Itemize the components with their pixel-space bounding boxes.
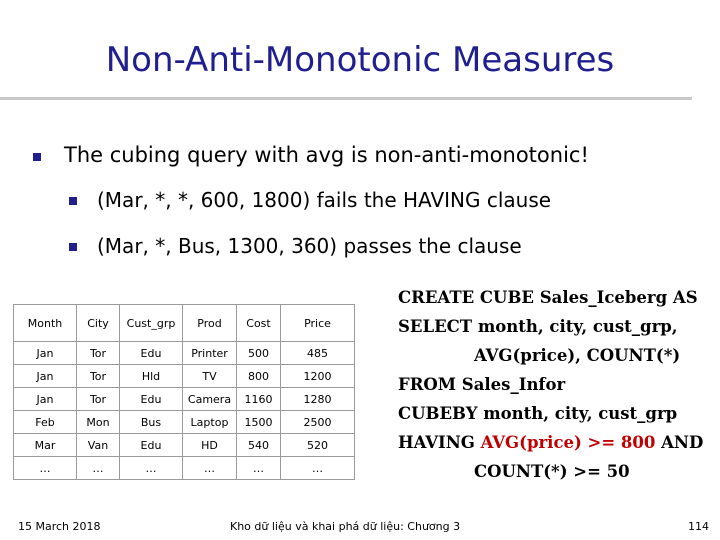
cell-cost: 1160 [237, 388, 281, 411]
footer-course: Kho dữ liệu và khai phá dữ liệu: Chương 3 [230, 520, 461, 533]
table-row [14, 342, 355, 365]
header-prod: Prod [183, 305, 237, 342]
sql-line-from: FROM Sales_Infor [398, 375, 566, 394]
table-row [14, 388, 355, 411]
slide-title: Non-Anti-Monotonic Measures [105, 40, 615, 80]
cell-month: Jan [14, 388, 77, 411]
sub-bullet-marker [69, 243, 77, 251]
table-row [14, 365, 355, 388]
cell-city: Mon [77, 411, 120, 434]
cell-prod: TV [183, 365, 237, 388]
cell-cust-grp: Edu [120, 388, 183, 411]
header-price: Price [281, 305, 355, 342]
sql-having-avg-condition: AVG(price) >= 800 [480, 433, 656, 452]
footer-date: 15 March 2018 [18, 520, 101, 533]
cell-price: … [281, 457, 355, 480]
cell-cust-grp: Edu [120, 434, 183, 457]
sub-bullet-marker [69, 197, 77, 205]
cell-month: … [14, 457, 77, 480]
cell-prod: … [183, 457, 237, 480]
cell-prod: Printer [183, 342, 237, 365]
cell-price: 1280 [281, 388, 355, 411]
sql-line-create: CREATE CUBE Sales_Iceberg AS [398, 288, 698, 307]
cell-month: Mar [14, 434, 77, 457]
cell-cust-grp: Hld [120, 365, 183, 388]
sql-query-block [398, 283, 716, 486]
table-row [14, 411, 355, 434]
cell-city: Tor [77, 388, 120, 411]
sql-and-keyword: AND [661, 433, 704, 452]
header-month: Month [14, 305, 77, 342]
bullet-main: The cubing query with avg is non-anti-monotonic! [64, 143, 589, 167]
title-divider [0, 97, 692, 100]
table-row [14, 457, 355, 480]
cell-cust-grp: Edu [120, 342, 183, 365]
sql-having-keyword: HAVING [398, 433, 475, 452]
cell-month: Feb [14, 411, 77, 434]
cell-cost: 800 [237, 365, 281, 388]
sql-line-select: SELECT month, city, cust_grp, [398, 317, 678, 336]
cell-cust-grp: Bus [120, 411, 183, 434]
sql-line-aggregates: AVG(price), COUNT(*) [474, 346, 681, 365]
cell-city: Tor [77, 342, 120, 365]
cell-cost: 1500 [237, 411, 281, 434]
sql-line-cubeby: CUBEBY month, city, cust_grp [398, 404, 678, 423]
bullet-sub-passes: (Mar, *, Bus, 1300, 360) passes the clause [97, 234, 522, 258]
sql-line-having [398, 428, 716, 457]
cell-cust-grp: … [120, 457, 183, 480]
header-city: City [77, 305, 120, 342]
cell-cost: 540 [237, 434, 281, 457]
cell-city: Tor [77, 365, 120, 388]
cell-prod: Laptop [183, 411, 237, 434]
sales-table [13, 304, 355, 480]
sql-line-count-condition: COUNT(*) >= 50 [474, 462, 630, 481]
cell-price: 2500 [281, 411, 355, 434]
cell-price: 520 [281, 434, 355, 457]
table-row [14, 434, 355, 457]
footer-page-number: 114 [688, 520, 709, 533]
cell-price: 485 [281, 342, 355, 365]
cell-month: Jan [14, 342, 77, 365]
header-cust-grp: Cust_grp [120, 305, 183, 342]
cell-city: … [77, 457, 120, 480]
cell-cost: … [237, 457, 281, 480]
cell-prod: Camera [183, 388, 237, 411]
cell-price: 1200 [281, 365, 355, 388]
table-header-row [14, 305, 355, 342]
cell-city: Van [77, 434, 120, 457]
header-cost: Cost [237, 305, 281, 342]
cell-month: Jan [14, 365, 77, 388]
bullet-marker [33, 153, 41, 161]
cell-prod: HD [183, 434, 237, 457]
bullet-sub-fails: (Mar, *, *, 600, 1800) fails the HAVING clause [97, 188, 552, 212]
cell-cost: 500 [237, 342, 281, 365]
